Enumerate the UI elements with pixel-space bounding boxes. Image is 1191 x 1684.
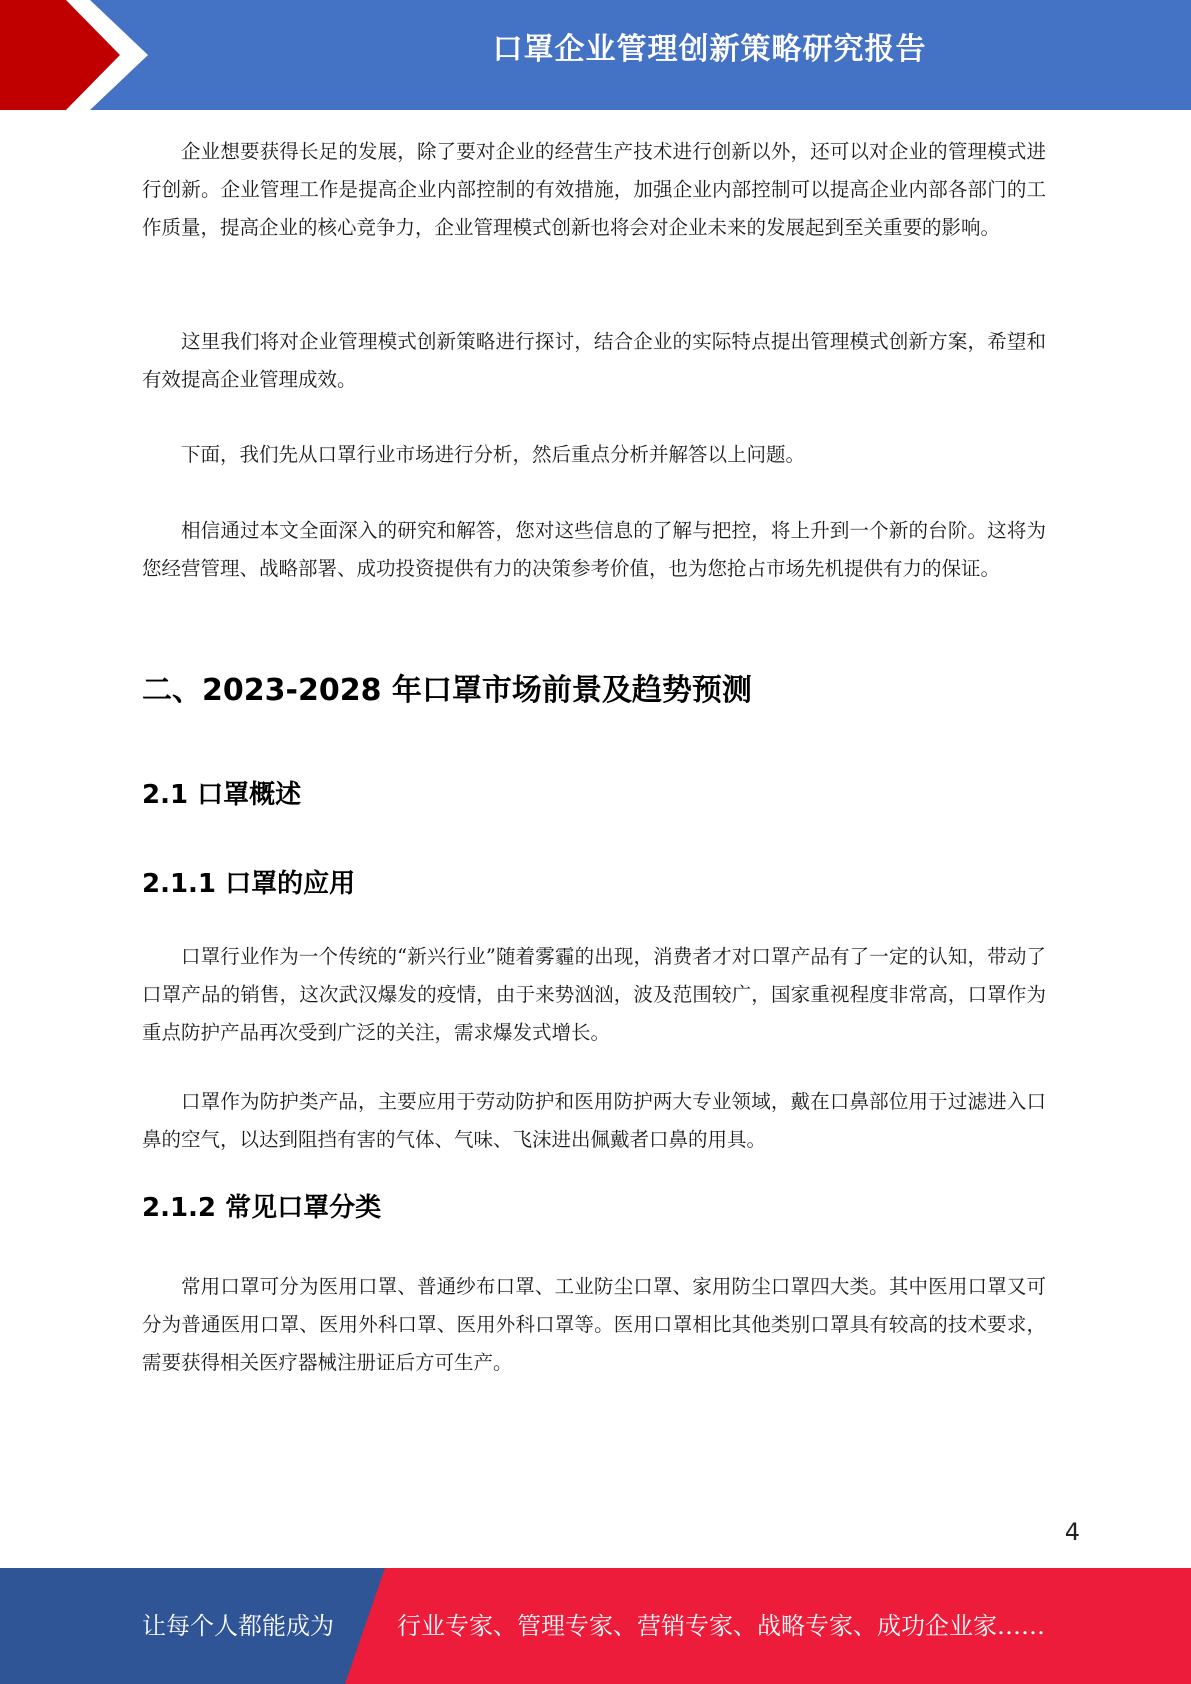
intro-paragraph-3: 下面，我们先从口罩行业市场进行分析，然后重点分析并解答以上问题。 (181, 443, 806, 466)
intro-paragraph-4: 相信通过本文全面深入的研究和解答，您对这些信息的了解与把控，将上升到一个新的台阶。这将为您经营管理、战略部署、成功投资提供有力的决策参考价值，也为您抢占市场先机提供有力的保证。 (142, 519, 1046, 580)
subsection-heading-2-1: 2.1 口罩概述 (142, 780, 302, 810)
intro-paragraph-2: 这里我们将对企业管理模式创新策略进行探讨，结合企业的实际特点提出管理模式创新方案，希望和有效提高企业管理成效。 (142, 330, 1046, 391)
report-title: 口罩企业管理创新策略研究报告 (492, 32, 927, 67)
chevron-icon (0, 0, 160, 110)
mask-application-paragraph-1: 口罩行业作为一个传统的“新兴行业”随着雾霾的出现，消费者才对口罩产品有了一定的认知，带动了口罩产品的销售，这次武汉爆发的疫情，由于来势汹汹，波及范围较广，国家重视程度非常高，口罩作为重点防护产品再次受到广泛的关注，需求爆发式增长。 (142, 945, 1046, 1044)
mask-classification-paragraph: 常用口罩可分为医用口罩、普通纱布口罩、工业防尘口罩、家用防尘口罩四大类。其中医用口罩又可分为普通医用口罩、医用外科口罩、医用外科口罩等。医用口罩相比其他类别口罩具有较高的技术要求，需要获得相关医疗器械注册证后方可生产。 (142, 1275, 1046, 1374)
intro-paragraph-1: 企业想要获得长足的发展，除了要对企业的经营生产技术进行创新以外，还可以对企业的管理模式进行创新。企业管理工作是提高企业内部控制的有效措施，加强企业内部控制可以提高企业内部各部门的工作质量，提高企业的核心竞争力，企业管理模式创新也将会对企业未来的发展起到至关重要的影响。 (142, 140, 1046, 239)
section-heading: 二、2023-2028 年口罩市场前景及趋势预测 (142, 673, 752, 708)
page-footer (0, 1568, 1191, 1684)
mask-application-paragraph-2: 口罩作为防护类产品，主要应用于劳动防护和医用防护两大专业领域，戴在口鼻部位用于过滤进入口鼻的空气，以达到阻挡有害的气体、气味、飞沫进出佩戴者口鼻的用具。 (142, 1090, 1046, 1151)
subsection-heading-2-1-1: 2.1.1 口罩的应用 (142, 869, 356, 899)
page-number: 4 (1064, 1518, 1080, 1546)
subsection-heading-2-1-2: 2.1.2 常见口罩分类 (142, 1193, 382, 1223)
page-header (0, 0, 1191, 110)
footer-expert-list: 行业专家、管理专家、营销专家、战略专家、成功企业家…… (397, 1612, 1045, 1640)
footer-slogan: 让每个人都能成为 (142, 1612, 334, 1640)
